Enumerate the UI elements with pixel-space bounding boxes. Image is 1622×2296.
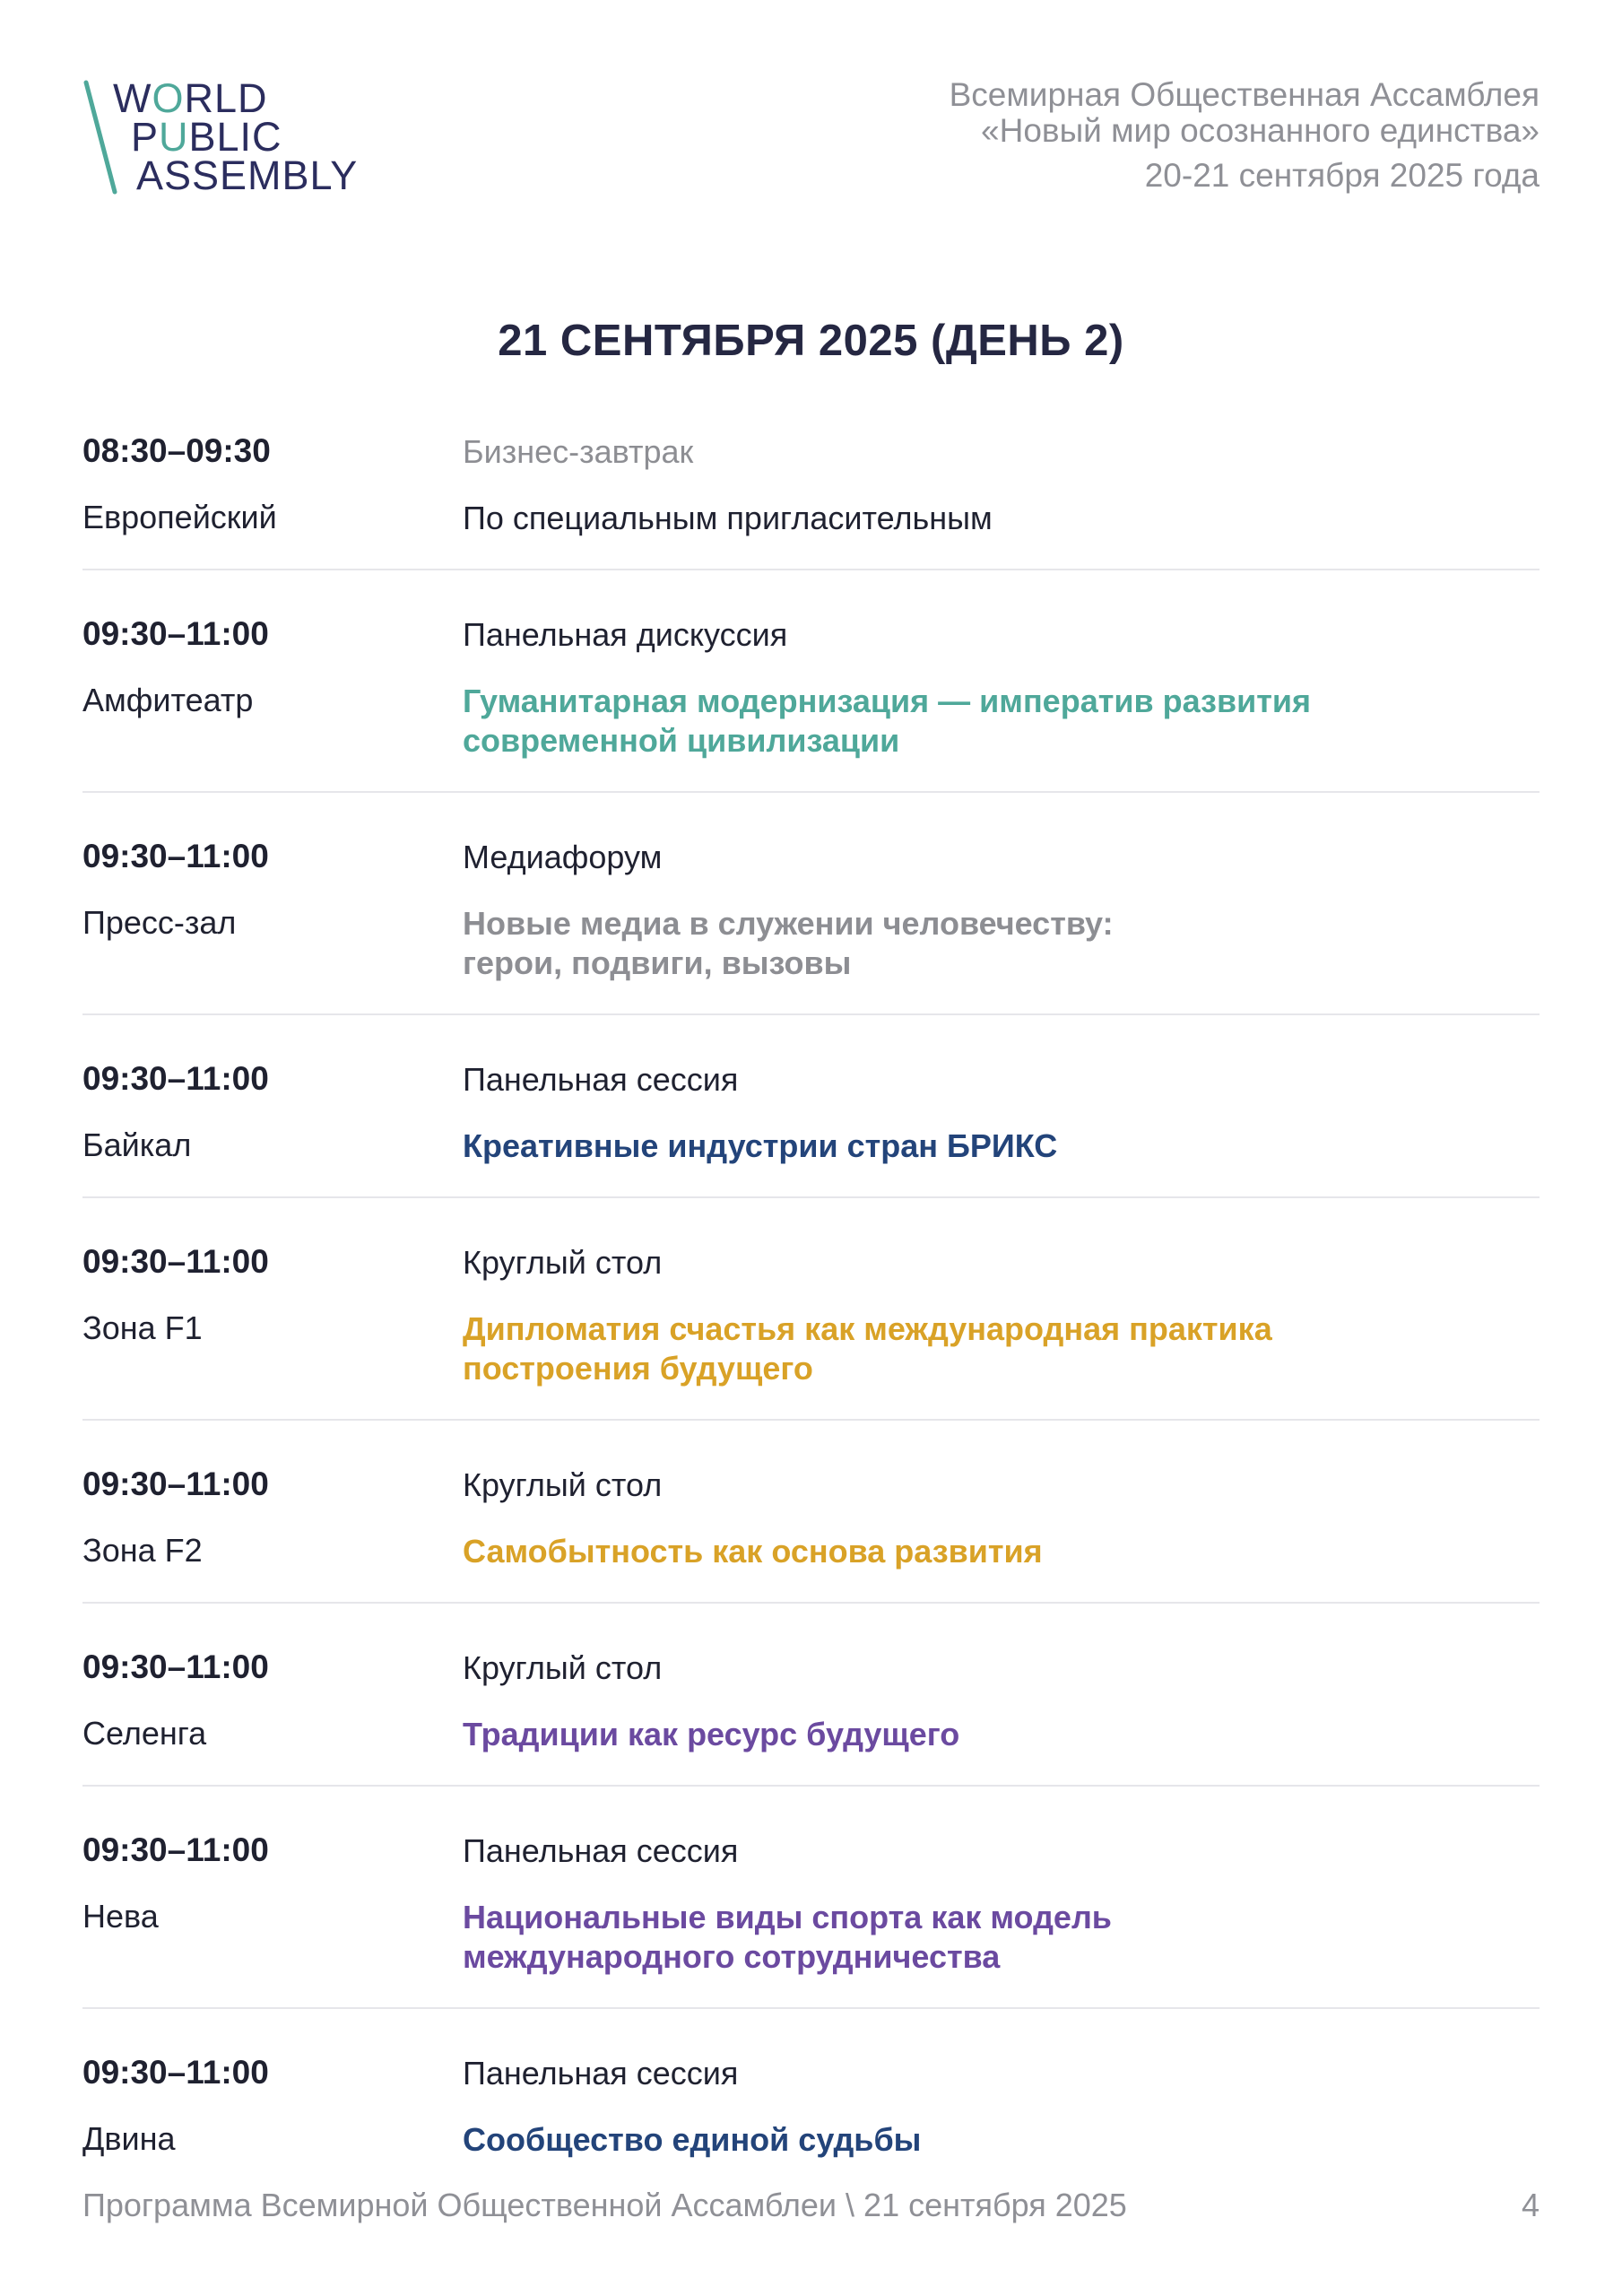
event-title-line1: Всемирная Общественная Ассамблея [949, 76, 1540, 113]
session-time: 09:30–11:00 [82, 1243, 269, 1280]
schedule-row [82, 604, 1540, 793]
session-topic: Гуманитарная модернизация — императив развития современной цивилизации [463, 683, 1311, 759]
session-room: Зона F1 [82, 1309, 203, 1346]
event-title-line2: «Новый мир осознанного единства» [981, 112, 1540, 149]
session-format: Медиафорум [463, 839, 663, 875]
session-time: 09:30–11:00 [82, 1648, 269, 1685]
session-room: Пресс-зал [82, 904, 237, 941]
schedule-row [82, 1821, 1540, 2009]
session-topic: Традиции как ресурс будущего [463, 1716, 960, 1752]
session-topic: Креативные индустрии стран БРИКС [463, 1127, 1058, 1164]
session-topic: Национальные виды спорта как модель международного сотрудничества [463, 1899, 1112, 1975]
logo-line-world: WORLD [113, 75, 268, 121]
session-time: 09:30–11:00 [82, 2054, 269, 2091]
session-room: Селенга [82, 1715, 207, 1752]
session-room: Двина [82, 2120, 176, 2157]
session-format: Круглый стол [463, 1244, 663, 1281]
event-dates: 20-21 сентября 2025 года [1144, 157, 1540, 194]
session-room: Зона F2 [82, 1532, 203, 1569]
logo-line-assembly: ASSEMBLY [136, 152, 359, 198]
schedule-row [82, 1638, 1540, 1787]
session-room: Европейский [82, 499, 277, 535]
day-title: 21 СЕНТЯБРЯ 2025 (ДЕНЬ 2) [498, 317, 1124, 365]
session-format: Панельная дискуссия [463, 616, 788, 653]
session-format: Бизнес-завтрак [463, 433, 694, 470]
session-topic: По специальным пригласительным [463, 500, 993, 536]
session-format: Круглый стол [463, 1466, 663, 1503]
schedule-row [82, 827, 1540, 1015]
session-time: 09:30–11:00 [82, 1060, 269, 1097]
schedule-row [82, 2043, 1540, 2190]
page-number: 4 [1521, 2187, 1540, 2223]
schedule-row [82, 1455, 1540, 1604]
session-time: 08:30–09:30 [82, 432, 271, 469]
session-room: Байкал [82, 1126, 192, 1163]
session-time: 09:30–11:00 [82, 1465, 269, 1502]
schedule-row [82, 1232, 1540, 1421]
session-topic: Дипломатия счастья как международная практика построения будущего [463, 1310, 1272, 1387]
schedule-row [82, 422, 1540, 570]
session-format: Круглый стол [463, 1649, 663, 1686]
session-topic: Новые медиа в служении человечеству: герои, подвиги, вызовы [463, 905, 1114, 981]
session-format: Панельная сессия [463, 1832, 739, 1869]
world-public-assembly-logo [82, 75, 360, 198]
session-topic: Самобытность как основа развития [463, 1533, 1043, 1570]
logo-line-public: PUBLIC [131, 114, 282, 160]
session-room: Нева [82, 1898, 159, 1935]
session-time: 09:30–11:00 [82, 838, 269, 874]
session-time: 09:30–11:00 [82, 615, 269, 652]
session-format: Панельная сессия [463, 1061, 739, 1098]
footer-program-label: Программа Всемирной Общественной Ассамблеи \ 21 сентября 2025 [82, 2187, 1127, 2223]
event-header [950, 77, 1540, 194]
schedule-row [82, 1049, 1540, 1198]
session-room: Амфитеатр [82, 682, 254, 718]
session-topic: Сообщество единой судьбы [463, 2121, 922, 2158]
session-format: Панельная сессия [463, 2055, 739, 2092]
schedule-list [82, 422, 1540, 2224]
session-time: 09:30–11:00 [82, 1831, 269, 1868]
